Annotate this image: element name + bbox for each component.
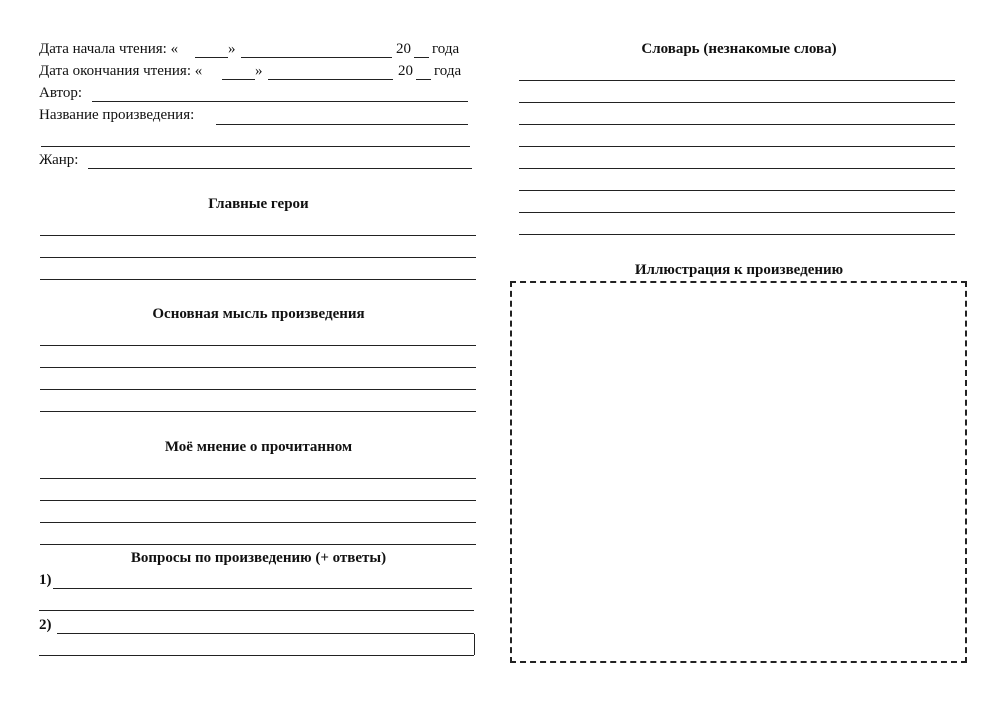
questions-heading: Вопросы по произведению (+ ответы) bbox=[130, 550, 387, 566]
opinion-line-4[interactable] bbox=[40, 544, 476, 545]
main-idea-line-2[interactable] bbox=[40, 367, 476, 368]
end-year-blank[interactable] bbox=[416, 79, 431, 80]
heroes-line-1[interactable] bbox=[40, 235, 476, 236]
start-year-word: года bbox=[432, 41, 460, 57]
question-1-number: 1) bbox=[39, 572, 52, 588]
start-day-blank[interactable] bbox=[195, 57, 228, 58]
title-blank[interactable] bbox=[216, 124, 468, 125]
author-label: Автор: bbox=[39, 85, 83, 101]
illustration-heading: Иллюстрация к произведению bbox=[634, 262, 844, 278]
main-idea-line-3[interactable] bbox=[40, 389, 476, 390]
start-date-label: Дата начала чтения: « bbox=[39, 41, 179, 57]
start-year-blank[interactable] bbox=[414, 57, 429, 58]
question-1-blank[interactable] bbox=[53, 588, 472, 589]
dictionary-line-8[interactable] bbox=[519, 234, 955, 235]
dictionary-line-2[interactable] bbox=[519, 102, 955, 103]
title-blank-line-2[interactable] bbox=[41, 146, 470, 147]
genre-label: Жанр: bbox=[39, 152, 79, 168]
start-date-close-quote: » bbox=[228, 41, 236, 57]
start-year-prefix: 20 bbox=[396, 41, 411, 57]
answer-1-blank[interactable] bbox=[39, 610, 474, 611]
heroes-line-2[interactable] bbox=[40, 257, 476, 258]
end-date-label: Дата окончания чтения: « bbox=[39, 63, 203, 79]
start-month-blank[interactable] bbox=[241, 57, 392, 58]
heroes-line-3[interactable] bbox=[40, 279, 476, 280]
heroes-heading: Главные герои bbox=[208, 196, 309, 212]
end-month-blank[interactable] bbox=[268, 79, 393, 80]
dictionary-line-7[interactable] bbox=[519, 212, 955, 213]
dictionary-line-4[interactable] bbox=[519, 146, 955, 147]
dictionary-line-3[interactable] bbox=[519, 124, 955, 125]
end-year-word: года bbox=[434, 63, 462, 79]
answer-2-blank[interactable] bbox=[39, 655, 474, 656]
title-label: Название произведения: bbox=[39, 107, 195, 123]
end-day-blank[interactable] bbox=[222, 79, 255, 80]
end-date-close-quote: » bbox=[255, 63, 263, 79]
opinion-line-3[interactable] bbox=[40, 522, 476, 523]
question-2-number: 2) bbox=[39, 617, 52, 633]
dictionary-heading: Словарь (незнакомые слова) bbox=[641, 41, 837, 57]
opinion-line-1[interactable] bbox=[40, 478, 476, 479]
dictionary-line-6[interactable] bbox=[519, 190, 955, 191]
main-idea-line-1[interactable] bbox=[40, 345, 476, 346]
question-2-blank[interactable] bbox=[57, 633, 474, 634]
main-idea-line-4[interactable] bbox=[40, 411, 476, 412]
dictionary-line-5[interactable] bbox=[519, 168, 955, 169]
dictionary-line-1[interactable] bbox=[519, 80, 955, 81]
opinion-line-2[interactable] bbox=[40, 500, 476, 501]
end-year-prefix: 20 bbox=[398, 63, 413, 79]
opinion-heading: Моё мнение о прочитанном bbox=[164, 439, 353, 455]
answer-2-right-edge bbox=[474, 634, 475, 655]
genre-blank[interactable] bbox=[88, 168, 472, 169]
author-blank[interactable] bbox=[92, 101, 468, 102]
main-idea-heading: Основная мысль произведения bbox=[152, 306, 365, 322]
illustration-box[interactable] bbox=[510, 281, 967, 663]
